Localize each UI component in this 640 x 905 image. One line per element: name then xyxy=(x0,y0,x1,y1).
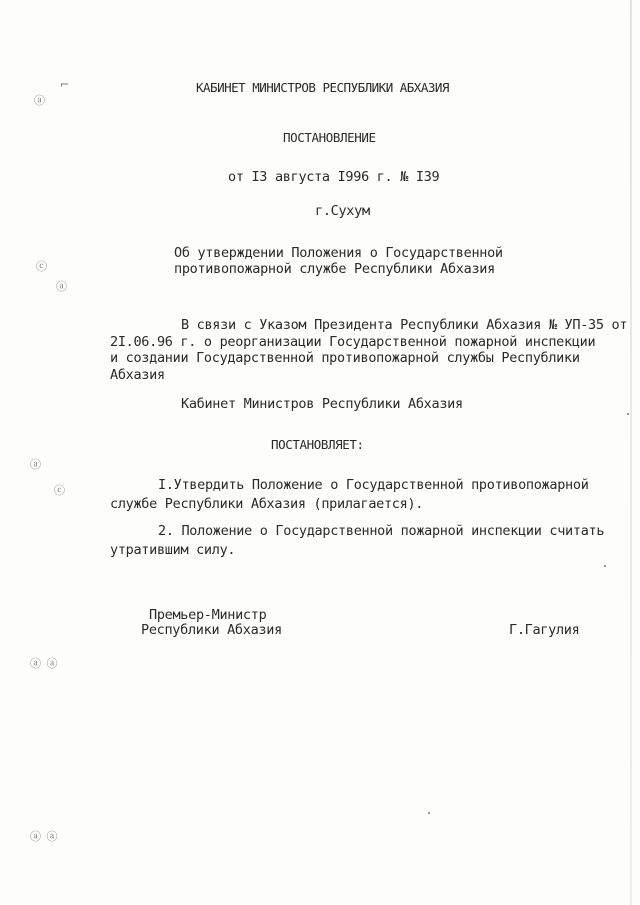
margin-mark: ⌐ xyxy=(60,78,71,91)
speck xyxy=(604,565,606,567)
preamble-line: 2I.06.96 г. о реорганизации Государственной пожарной инспекции xyxy=(110,334,596,350)
preamble-line: В связи с Указом Президента Республики Абхазия № УП-35 от xyxy=(181,317,628,333)
margin-mark: ⓐ xyxy=(34,94,46,107)
margin-mark: ⓐ xyxy=(30,458,42,471)
document-type: ПОСТАНОВЛЕНИЕ xyxy=(283,130,376,145)
preamble-line: и создании Государственной противопожарной службы Республики xyxy=(110,350,580,366)
resolves-heading: ПОСТАНОВЛЯЕТ: xyxy=(271,437,364,452)
signatory-title: Премьер-Министр xyxy=(149,607,267,623)
item-line: утратившим силу. xyxy=(110,542,236,558)
signatory-title: Республики Абхазия xyxy=(141,622,282,638)
subject-line: Об утверждении Положения о Государственной xyxy=(174,245,503,261)
speck xyxy=(627,413,629,415)
document-date: от I3 августа I996 г. № I39 xyxy=(228,169,440,185)
margin-mark: ⓐ ⓐ xyxy=(30,830,59,843)
margin-mark: ⓒ xyxy=(54,484,66,497)
margin-mark: ⓐ ⓐ xyxy=(30,657,59,670)
preamble-line: Абхазия xyxy=(110,367,165,383)
signatory-name: Г.Гагулия xyxy=(509,622,580,638)
page-edge xyxy=(630,0,632,905)
item-line: службе Республики Абхазия (прилагается). xyxy=(110,496,424,512)
item-line: 2. Положение о Государственной пожарной инспекции считать xyxy=(158,523,605,539)
subject-line: противопожарной службе Республики Абхазия xyxy=(174,261,495,277)
margin-mark: ⓒ xyxy=(36,260,48,273)
item-line: I.Утвердить Положение о Государственной противопожарной xyxy=(158,477,589,493)
document-city: г.Сухум xyxy=(315,203,370,219)
speck xyxy=(428,812,430,814)
document-header: КАБИНЕТ МИНИСТРОВ РЕСПУБЛИКИ АБХАЗИЯ xyxy=(196,80,449,95)
issuer-line: Кабинет Министров Республики Абхазия xyxy=(181,396,463,412)
margin-mark: ⓐ xyxy=(56,280,68,293)
